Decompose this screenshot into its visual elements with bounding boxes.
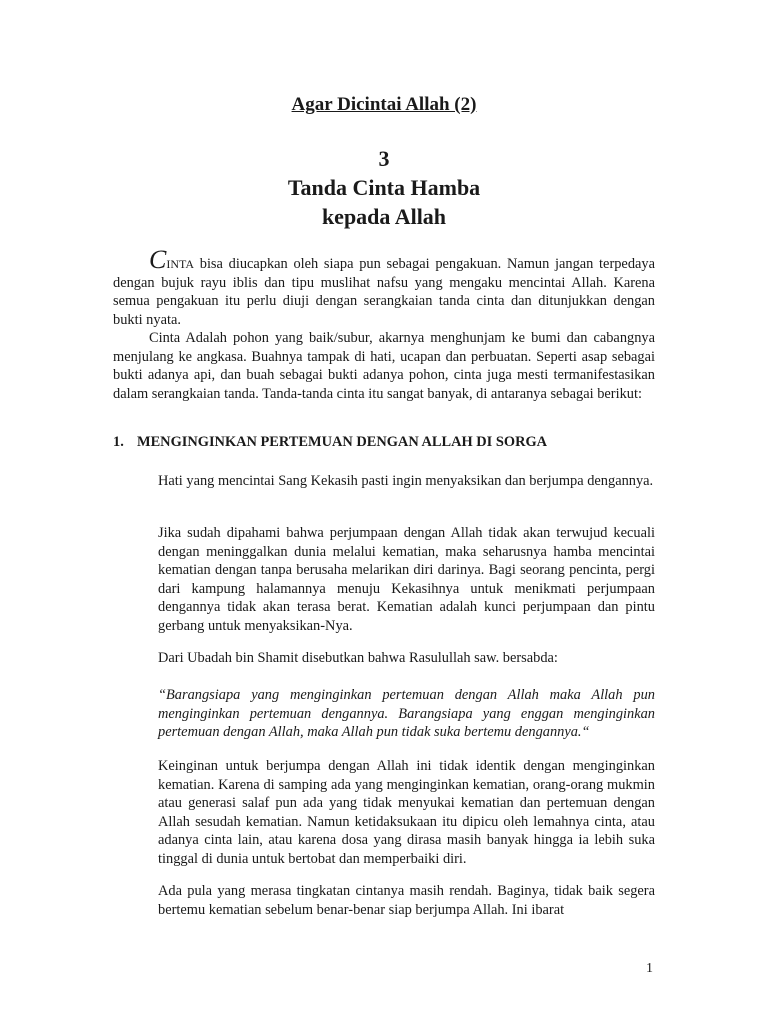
page-number: 1 bbox=[646, 961, 653, 976]
section-paragraph-3: Dari Ubadah bin Shamit disebutkan bahwa Rasulullah saw. bersabda: bbox=[158, 650, 558, 666]
chapter-title-line2: kepada Allah bbox=[321, 204, 447, 229]
section-paragraph-5: Ada pula yang merasa tingkatan cintanya masih rendah. Baginya, tidak baik segera bertemu kematian sebelum benar-benar siap berjumpa Allah. Ini ibarat bbox=[158, 883, 655, 918]
chapter-heading bbox=[0, 144, 768, 231]
section-paragraph-2: Jika sudah dipahami bahwa perjumpaan dengan Allah tidak akan terwujud kecuali dengan meninggalkan dunia melalui kematian, maka seharusnya hamba mencintai kematian dengan tanpa berusaha melarikan diri darinya. Bagi seorang pencinta, pergi dari kampung halamannya menuju Kekasihnya untuk menikmati perjumpaan dengannya tidak akan terasa berat. Kematian adalah kunci perjumpaan dan pintu gerbang untuk menyaksikan-Nya. bbox=[158, 525, 655, 634]
chapter-number: 3 bbox=[378, 146, 390, 171]
intro-paragraph-1 bbox=[113, 245, 655, 329]
intro-paragraph-2: Cinta Adalah pohon yang baik/subur, akarnya menghunjam ke bumi dan cabangnya menjulang ke angkasa. Buahnya tampak di hati, ucapan dan perbuatan. Seperti asap sebagai bukti adanya api, dan buah sebagai bukti adanya pohon, cinta juga mesti termanifestasikan dalam serangkaian tanda. Tanda-tanda cinta itu sangat banyak, di antaranya sebagai berikut: bbox=[113, 330, 655, 402]
intro-paragraph-1-text: bisa diucapkan oleh siapa pun sebagai pengakuan. Namun jangan terpedaya dengan bujuk rayu iblis dan tipu muslihat nafsu yang mengaku mencintai Allah. Karena semua pengakuan itu perlu diuji dengan serangkaian tanda cinta dan ditunjukkan dengan bukti nyata. bbox=[113, 256, 655, 328]
section-heading bbox=[113, 434, 547, 451]
document-title: Agar Dicintai Allah (2) bbox=[291, 94, 477, 115]
section-heading-text: MENGINGINKAN PERTEMUAN DENGAN ALLAH DI SORGA bbox=[137, 434, 548, 450]
drop-cap: C bbox=[149, 245, 167, 274]
hadith-quote: “Barangsiapa yang menginginkan pertemuan dengan Allah maka Allah pun menginginkan pertemuan dengannya. Barangsiapa yang enggan menginginkan pertemuan dengan Allah, maka Allah pun tidak suka bertemu dengannya.“ bbox=[158, 687, 655, 740]
small-caps-word: INTA bbox=[166, 257, 195, 271]
section-paragraph-4: Keinginan untuk berjumpa dengan Allah ini tidak identik dengan menginginkan kematian. Karena di samping ada yang menginginkan kematian, orang-orang mukmin atau generasi salaf pun ada yang tidak menyukai kematian dan pertemuan dengan Allah sesudah kematian. Namun ketidaksukaan itu dipicu oleh lemahnya cinta, atau adanya cinta lain, atau karena dosa yang dirasa masih banyak hingga ia lebih suka tinggal di dunia untuk bertobat dan memperbaiki diri. bbox=[158, 758, 655, 867]
chapter-title-line1: Tanda Cinta Hamba bbox=[287, 175, 481, 200]
section-paragraph-1: Hati yang mencintai Sang Kekasih pasti ingin menyaksikan dan berjumpa dengannya. bbox=[158, 473, 654, 489]
section-number: 1. bbox=[113, 434, 124, 450]
